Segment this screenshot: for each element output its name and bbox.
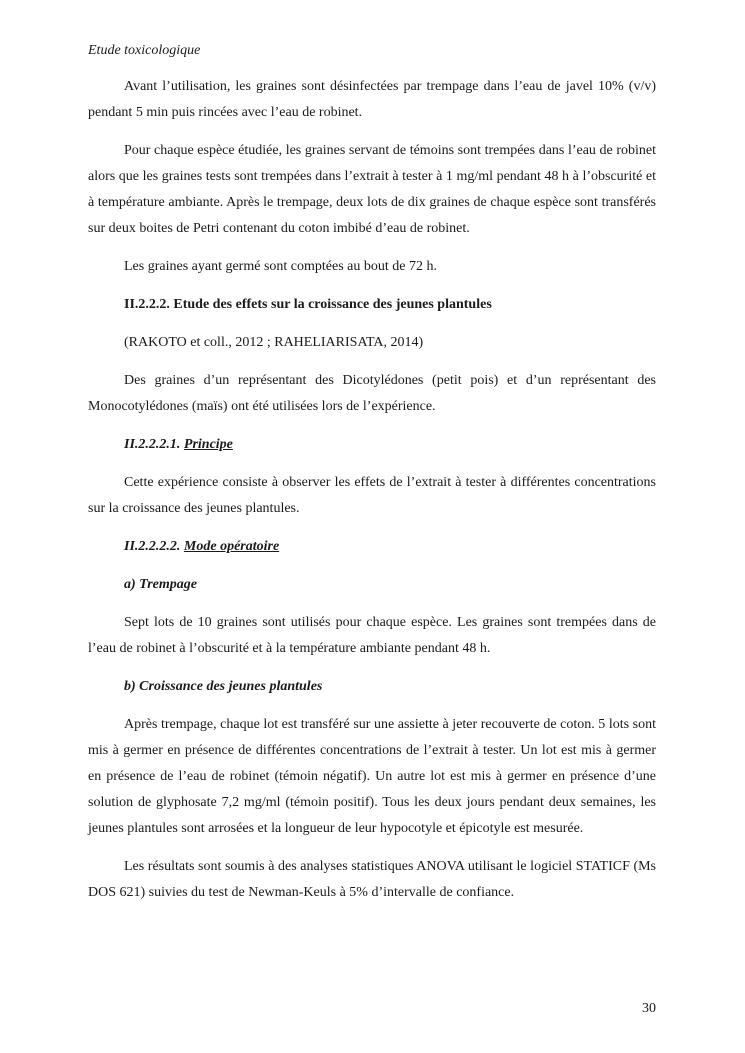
paragraph-principle: Cette expérience consiste à observer les effets de l’extrait à tester à différentes concentrations sur la croissance des jeunes plantules. <box>88 475 656 516</box>
section-heading-2222: II.2.2.2. Etude des effets sur la croissance des jeunes plantules <box>124 297 492 312</box>
subheading-trempage: a) Trempage <box>124 577 197 592</box>
subheading-croissance: b) Croissance des jeunes plantules <box>124 679 323 694</box>
paragraph-soaking: Pour chaque espèce étudiée, les graines servant de témoins sont trempées dans l’eau de robinet alors que les graines tests sont trempées dans l’extrait à tester à 1 mg/ml pendant 48 h à l’obscurité et à température ambiante. Après le trempage, deux lots de dix graines de chaque espèce sont transférés sur deux boites de Petri contenant du coton imbibé d’eau de robinet. <box>88 143 656 236</box>
paragraph-statistics: Les résultats sont soumis à des analyses statistiques ANOVA utilisant le logiciel STATICF (Ms DOS 621) suivies du test de Newman-Keuls à 5% d’intervalle de confiance. <box>88 859 656 900</box>
section-title-mode-operatoire: Mode opératoire <box>183 539 280 554</box>
paragraph-plant-material: Des graines d’un représentant des Dicotylédones (petit pois) et d’un représentant des Monocotylédones (maïs) ont été utilisées lors de l’expérience. <box>88 373 656 414</box>
reference-citation: (RAKOTO et coll., 2012 ; RAHELIARISATA, 2014) <box>124 335 424 350</box>
section-heading-22222 <box>88 534 656 560</box>
page-number: 30 <box>642 1001 656 1016</box>
running-header: Etude toxicologique <box>88 43 201 58</box>
page-body <box>88 74 656 906</box>
section-number-22221: II.2.2.2.1. <box>124 437 181 452</box>
paragraph-croissance: Après trempage, chaque lot est transféré sur une assiette à jeter recouverte de coton. 5 lots sont mis à germer en présence de différentes concentrations de l’extrait à tester. Un lot est mis à germer en présence de l’eau de robinet (témoin négatif). Un autre lot est mis à germer en présence d’une solution de glyphosate 7,2 mg/ml (témoin positif). Tous les deux jours pendant deux semaines, les jeunes plantules sont arrosées et la longueur de leur hypocotyle et épicotyle est mesurée. <box>88 717 656 836</box>
section-number-22222: II.2.2.2.2. <box>124 539 181 554</box>
paragraph-disinfection: Avant l’utilisation, les graines sont désinfectées par trempage dans l’eau de javel 10% (v/v) pendant 5 min puis rincées avec l’eau de robinet. <box>88 79 656 120</box>
section-heading-22221 <box>88 432 656 458</box>
section-title-principe: Principe <box>183 437 233 452</box>
paragraph-germination-count: Les graines ayant germé sont comptées au bout de 72 h. <box>124 259 437 274</box>
paragraph-trempage: Sept lots de 10 graines sont utilisés pour chaque espèce. Les graines sont trempées dans de l’eau de robinet à l’obscurité et à la température ambiante pendant 48 h. <box>88 615 656 656</box>
